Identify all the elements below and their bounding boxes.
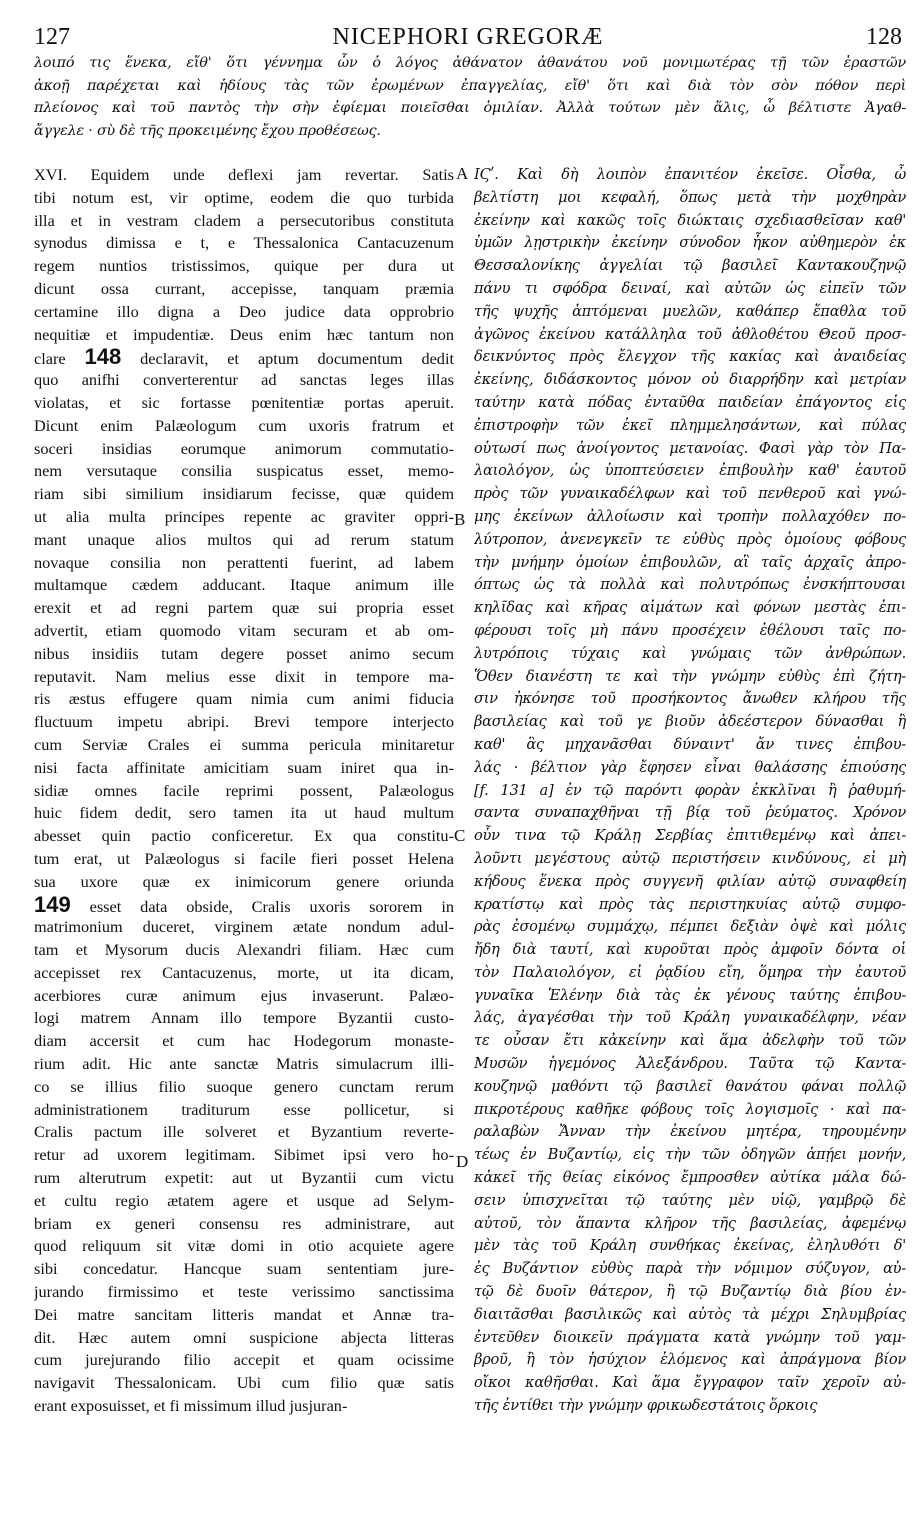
margin-marker-b: B [454,510,466,529]
greek-line: κουζηνῷ μαθόντι τῷ βασιλεῖ θανάτου φάναι πολλῷ [474,1077,906,1095]
greek-line: πρὸς τῶν γυναικαδέλφων καὶ τοῦ πενθεροῦ καὶ γνώ- [474,485,906,503]
latin-line: matrimonium duceret, virginem ætate nondum adul- [34,917,454,937]
greek-line: λαιολόγον, ὡς ὑποπτεύσειεν ἐπιβουλὴν καθ' ἑαυτοῦ [474,462,906,480]
latin-line: logi matrem Annam illo tempore Byzantii custo- [34,1008,454,1028]
latin-line: violatas, et sic fortasse pœnitentiæ portas aperuit. [34,392,454,412]
greek-line: ὑμῶν λῃστρικὴν ἐκείνην σύνοδον ἧκον αὐθημερὸν ἐκ [474,234,906,252]
greek-line: κήδους ἕνεκα πρὸς συγγενῆ φιλίαν αὐτῷ συναφθείη [474,872,906,890]
greek-line: Θεσσαλονίκης ἀγγελίαι τῷ βασιλεῖ Καντακουζηνῷ [474,257,906,275]
latin-line: administrationem traditurum esse pollicetur, si [34,1099,454,1119]
latin-line: multamque cædem adducant. Itaque animum ille [34,575,454,595]
greek-line: οἴκοι καθῆσθαι. Καὶ ἅμα ἔγγραφον ταῖν χεροῖν αὐ- [474,1374,906,1392]
latin-line: quod reliquum sit vitæ domi in otio acquiete agere [34,1236,454,1256]
latin-line: reputavit. Nam melius esse dixit in tempore ma- [34,666,454,686]
latin-line: jurando firmissimo et teste verissimo sanctissima [34,1282,454,1302]
latin-line: mant unaque alios multos qui ad rerum statum [34,529,454,549]
greek-line: Μυσῶν ἡγεμόνος Ἀλεξάνδρου. Ταῦτα τῷ Καντα- [474,1055,906,1073]
latin-line: ut alia multa principes repente ac graviter oppri- [34,506,454,526]
greek-line: πικροτέρους καθῆκε φόβους τοῖς λογισμοῖς · καὶ πα- [474,1100,906,1118]
greek-line: μὲν τὰς τοῦ Κράλη συνθήκας ἐκείνας, ἐληλυθότι δ' [474,1237,906,1255]
latin-line: rium adit. Hic ante sanctæ Matris simulacrum illi- [34,1054,454,1074]
latin-line: sua uxore quæ ex inimicorum genere oriunda [34,871,454,891]
latin-line: navigavit Thessalonicam. Ubi cum filio quæ satis [34,1373,454,1393]
latin-line: briam ex generi consensu res administrare, aut [34,1213,454,1233]
greek-line: οὑτωσί πως ἀνοίγοντος μετανοίας. Φασὶ γὰρ τὸν Πα- [474,439,906,457]
latin-line: abesset quin pactio conficeretur. Ex qua constitu- [34,826,454,846]
latin-line: erant exposuisset, et fi missimum illud jusjuran- [34,1396,348,1416]
greek-line: σιν ἠκόνησε τοῦ προσήκοντος ἄνωθεν κλήρου τῆς [474,690,906,708]
latin-line: clare 148 declaravit, et aptum documentum dedit [34,346,454,370]
edition-page-number: 148 [84,346,122,370]
greek-line: τῆς ψυχῆς ἁπτόμεναι μυελῶν, καθάπερ ἔπαθλα τοῦ [474,302,906,320]
greek-line: κηλῖδας καὶ κῆρας αἱμάτων καὶ φόνων μεστὰς ἐπι- [474,599,906,617]
latin-line: accepisset rex Cantacuzenus, morte, ut ita dicam, [34,962,454,982]
greek-line: οὖν τινα τῷ Κράλῃ Σερβίας ἐπιτιθεμένῳ καὶ ἀπει- [474,827,906,845]
latin-line: soceri insidias eorumque animorum commutatio- [34,438,454,458]
latin-line: nem versutaque consilia suspicatus esset, memo- [34,461,454,481]
latin-line: acerbiores curæ animum ejus invaserunt. Palæo- [34,985,454,1005]
latin-line: retur ad uxorem legitimam. Sibimet ipsi vero ho- [34,1145,454,1165]
margin-marker-a: A [456,164,469,183]
greek-line: σαντα συναπαχθῆναι τῇ βίᾳ τοῦ ῥεύματος. Χρόνον [474,804,906,822]
greek-line: βροῦ, ἢ τὸν ἡσύχιον ἑλόμενος καὶ ἀπράγμονα βίον [474,1351,906,1369]
latin-line: 149 esset data obside, Cralis uxoris sororem in [34,893,454,917]
latin-line: illa et in vestram cladem a persecutoribus constituta [34,210,454,230]
latin-line: nisi facta affinitate amicitiam suam iniret qua in- [34,757,454,777]
greek-line: τὴν μνήμην ὁμοίων ἐπιβουλῶν, αἳ ταῖς ἀρχαῖς ἀπρο- [474,553,906,571]
greek-line: ἐκείνην καὶ κακῶς τοῖς διώκταις σχεδιασθεῖσαν καθ' [474,211,906,229]
latin-line: dit. Hæc autem omni suspicione abjecta litteras [34,1327,454,1347]
greek-line: λυτρόποις τύχαις καὶ γνώμαις τῶν ἀνθρώπων. [474,644,906,662]
latin-line: Dei matre sancitam litteris mandat et Annæ tra- [34,1304,454,1324]
latin-line: advertit, etiam quomodo vitam securam et ab om- [34,620,454,640]
latin-line: rum alterutrum expetit: aut ut Byzantii cum victu [34,1168,454,1188]
margin-marker-d: D [456,1152,469,1171]
greek-line: [f. 131 a] ἐν τῷ παρόντι φορὰν ἐκκλῖναι ἢ ῥαθυμή- [474,781,906,799]
greek-line: τῆς ἐντίθει τὴν γνώμην φρικωδεστάτοις ὅρκοις [474,1397,818,1415]
latin-line: Dicunt enim Palæologum cum uxoris fratrum et [34,415,454,435]
latin-line: huic fidem dedit, sero tamen ita ut haud multum [34,803,454,823]
latin-line: regem nuntios tristissimos, quique per dura ut [34,256,454,276]
page-number-right: 128 [866,24,902,50]
latin-line: nequitiæ et impudentiæ. Deus enim hæc tantum non [34,324,454,344]
greek-line: λύτροπον, ἀνενεγκεῖν τε εὐθὺς πρὸς ὁμοίους φόβους [474,530,906,548]
greek-line: ἀγῶνος ἐκείνου κατάλληλα τοῦ ἀθλοθέτου Θεοῦ προσ- [474,325,906,343]
latin-line: quo anifhi converterentur ad sanctas leges illas [34,370,454,390]
latin-line: sidiæ omnes facile reprimi possent, Palæologus [34,780,454,800]
greek-line: αὐτοῦ, τὸν ἅπαντα κλῆρον τῆς βασιλείας, ἀφεμένῳ [474,1214,906,1232]
latin-line: riam sibi similium insidiarum fecisse, quæ quidem [34,484,454,504]
latin-line: ris æstus effugere quam nimia cum animi fiducia [34,689,454,709]
latin-line: diam accersit et cum hac Hodegorum monaste- [34,1031,454,1051]
greek-line: βασιλείας καὶ τοῦ γε βιοῦν ἀδεέστερον δύνασθαι ἢ [474,713,906,731]
latin-line: certamine illo digna a Deo judice data opprobrio [34,301,454,321]
greek-column [474,164,906,1418]
latin-line: tibi notum est, vir optime, eodem die quo turbida [34,187,454,207]
latin-column [34,164,454,1418]
intro-line: λοιπό τις ἕνεκα, εἴθ' ὅτι γέννημα ὧν ὁ λόγος ἀθάνατον ἀθανάτου νοῦ μονιμωτέρας τῇ τῶν ἐραστῶν [34,55,906,71]
running-title: NICEPHORI GREGORÆ [332,24,604,50]
greek-line: ἐκείνης, διδάσκοντος μόνον οὐ διαρρήδην καὶ μετρίαν [474,371,906,389]
greek-line: ραλαβὼν Ἄνναν τὴν ἐκείνου μητέρα, τηρουμένην [474,1123,906,1141]
latin-line: Cralis pactum ille solveret et Byzantium reverte- [34,1122,454,1142]
greek-line: δεικνύντος πρὸς ἔλεγχον τῆς κακίας καὶ ἀναιδείας [474,348,906,366]
page-number-left: 127 [34,24,70,50]
greek-line: καθ' ἃς μηχανᾶσθαι δύναιντ' ἄν τινες ἐπιβου- [474,735,906,753]
greek-line: τῷ δὲ δυοῖν θάτερον, ἢ τῷ Βυζαντίῳ διὰ βίου ἐν- [474,1283,906,1301]
greek-line: κρατίστῳ καὶ πρὸς τὰς περιστηκυίας αὐτῷ συμφο- [474,895,906,913]
running-header [34,24,902,52]
latin-line: cum jurejurando filio accepit et quam ocissime [34,1350,454,1370]
greek-line: λάς · βέλτιον γὰρ ἔφησεν εἶναι θαλάσσης ἐπιούσης [474,758,906,776]
latin-line: et cultu regio ætatem agere et usque ad Selym- [34,1190,454,1210]
latin-line: tam et Mysorum ducis Alexandri filiam. Hæc cum [34,940,454,960]
greek-line: ἐπιστροφὴν τῶν ἐκεῖ πλημμελησάντων, καὶ πύλας [474,416,906,434]
greek-line: ΙϚʹ. Καὶ δὴ λοιπὸν ἐπανιτέον ἐκεῖσε. Οἶσθα, ὦ [474,166,906,183]
greek-line: τε οὖσαν ἔτι κἀκείνην καὶ ἅμα ἀδελφὴν τοῦ τῶν [474,1032,906,1050]
latin-line: synodus dimissa e t, e Thessalonica Cantacuzenum [34,233,454,253]
intro-line: ἀκοῇ παρέχεται καὶ ἡδίους τὰς τῶν ἐρωμένων ἐπαγγελίας, εἴθ' ὅτι καὶ διὰ τὸν σὸν πόθον περὶ [34,77,906,94]
latin-line: XVI. Equidem unde deflexi jam revertar. Satis [34,165,454,184]
greek-line: κἀκεῖ τῆς θείας εἰκόνος ἔμπροσθεν αὐτίκα μάλα δώ- [474,1169,906,1187]
latin-line: fluctuum impetu abripi. Brevi tempore interjecto [34,712,454,732]
greek-line: ἐντεῦθεν διοικεῖν πράγματα κατὰ γνώμην τοῦ γαμ- [474,1328,906,1346]
latin-line: erexit et ad regni partem quæ sui propria esset [34,598,454,618]
latin-line: sibi concedatur. Hancque suam sententiam jure- [34,1259,454,1279]
greek-line: μης ἐκείνων ἀλλοίωσιν καὶ τροπὴν πολλαχόθεν πο- [474,507,906,525]
greek-line: ρὰς ἐσομένῳ συμμάχῳ, πέμπει δεξιὰν ὀψὲ καὶ μόλις [474,918,906,936]
greek-line: λάς, ἀγαγέσθαι τὴν τοῦ Κράλη γυναικαδέλφην, νέαν [474,1009,906,1027]
greek-line: ἤδη διὰ ταυτί, καὶ κυροῦται πρὸς ἀμφοῖν δόντα οἱ [474,941,906,959]
intro-line: πλείονος καὶ τοῦ παντὸς τὴν σὴν ἐφίεμαι ποιεῖσθαι ὁμιλίαν. Ἀλλὰ τούτων μὲν ἅλις, ὦ βέλτιστε Ἀγαθ- [34,100,906,117]
greek-line: τὸν Παλαιολόγον, εἰ ῥᾳδίου εἴη, ὅμηρα τὴν ἑαυτοῦ [474,963,906,981]
greek-line: γυναῖκα Ἑλένην διὰ τὰς ἐκ γένους ταύτης ἐπιβου- [474,986,906,1004]
latin-line: dicunt ossa currant, accepisse, tanquam præmia [34,278,454,298]
greek-line: βελτίστη μοι κεφαλή, ὅπως μετὰ τὴν μοχθηρὰν [474,188,906,206]
greek-line: σειν ὑπισχνεῖται τῷ ταύτης μὲν υἱῷ, γαμβρῷ δὲ [474,1191,906,1209]
greek-line: τέως ἐν Βυζαντίῳ, εἰς τὴν τῶν ὁδηγῶν ἀπῄει μονήν, [474,1146,906,1164]
intro-line: ἄγγελε · σὺ δὲ τῆς προκειμένης ἔχου προθέσεως. [34,122,381,139]
latin-line: cum Serviæ Crales ei summa pericula minitaretur [34,734,454,754]
greek-line: φέρουσι τοῖς μὴ πάνυ προσέχειν ἐθέλουσι ταῖς πο- [474,621,906,639]
latin-line: nibus insidiis tutam degere posset animo secum [34,643,454,663]
margin-marker-c: C [454,826,466,845]
latin-line: novaque consilia non perattenti fuerint, ad labem [34,552,454,572]
greek-line: ταύτην κατὰ πόδας ἐνταῦθα παιδείαν ἐπάγοντος εἰς [474,393,906,411]
greek-line: λοῦντι μεγέστους αὐτῷ περιστήσειν κινδύνους, εἰ μὴ [474,849,906,867]
greek-line: ἐς Βυζάντιον εὐθὺς παρὰ τὴν νόμιμον σύζυγον, αὐ- [474,1260,906,1278]
greek-line: όπτως ὡς τὰ πολλὰ καὶ πολυτρόπως ἐνσκήπτουσαι [474,576,906,594]
latin-line: co se illius filio suoque genero cunctam rerum [34,1076,454,1096]
intro-paragraph [34,52,906,142]
greek-line: διαιτᾶσθαι βασιλικῶς καὶ αὐτὸς τὰ μέχρι Σηλυμβρίας [474,1305,906,1323]
edition-page-number: 149 [34,893,71,917]
greek-line: Ὅθεν διανέστη τε καὶ τὴν γνώμην εὐθὺς ἐπὶ ζήτη- [474,667,906,685]
greek-line: πάνυ τι σφόδρα δειναί, καὶ αὐτῶν ὡς εἰπεῖν τῶν [474,279,906,297]
latin-line: tum erat, ut Palæologus si facile fieri posset Helena [34,848,454,868]
